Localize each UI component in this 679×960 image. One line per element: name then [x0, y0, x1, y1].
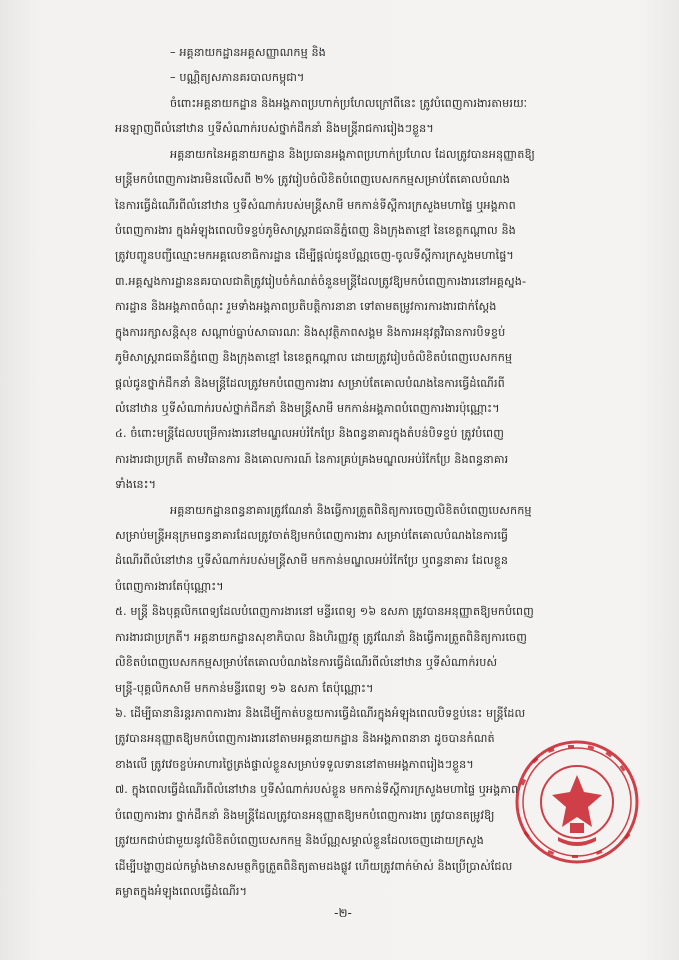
text-line: បំពេញការងារ ក្នុងអំឡុងពេលបិទខ្ទប់ភូមិសាស្ត្ររាជធានីភ្នំពេញ និងក្រុងតាខ្មៅ នៃខេត្តកណ្ដាល និង	[115, 224, 516, 237]
text-line: ត្រូវបញ្ជូនបញ្ជីឈ្មោះមកអគ្គលេខាធិការដ្ឋាន ដើម្បីផ្ដល់ជូនប័ណ្ណចេញ-ចូលទីស្ដីការក្រសួងមហាផ្ទៃ។	[115, 249, 514, 262]
text-line: ចំពោះអគ្គនាយកដ្ឋាន និងអង្គភាពប្រហាក់ប្រហែលក្រៅពីនេះ ត្រូវបំពេញការងារតាមរយៈ	[170, 97, 528, 110]
text-line: ការដ្ឋាន និងអង្គភាពចំណុះ រួមទាំងអង្គភាពប្រតិបត្តិការនានា ទៅតាមតម្រូវការការងារជាក់ស្ដែង	[115, 300, 497, 313]
text-line: លិខិតបំពេញបេសកកម្មសម្រាប់តែគោលបំណងនៃការធ្វើដំណើរពីលំនៅឋាន ឬទីសំណាក់របស់	[115, 656, 498, 669]
text-line: ការងារជាប្រក្រតី។ អគ្គនាយកដ្ឋានសុខាភិបាល និងហិរញ្ញវត្ថុ ត្រូវណែនាំ និងធ្វើការត្រួតពិនិត្យការចេញ	[115, 631, 527, 644]
text-line: មន្ត្រី-បុគ្គលិកសាមី មកកាន់មន្ទីរពេទ្យ ១៦ ឧសភា តែប៉ុណ្ណោះ។	[115, 682, 374, 695]
text-line: បំពេញការងារ ថ្នាក់ដឹកនាំ និងមន្ត្រីដែលត្រូវបានអនុញ្ញាតឱ្យមកបំពេញការងារ ត្រូវបានតម្រូវឱ្យ	[115, 809, 495, 822]
text-line: ៦. ដើម្បីធានានិរន្តរភាពការងារ និងដើម្បីកាត់បន្ថយការធ្វើដំណើរក្នុងអំឡុងពេលបិទខ្ទប់នេះ មន្ត្រីដែល	[115, 707, 526, 720]
text-line: ដំណើរពីលំនៅឋាន ឬទីសំណាក់របស់មន្ត្រីសាមី មកកាន់មណ្ឌលអប់រំកែប្រែ ឬពន្ធនាគារ ដែលខ្លួន	[115, 554, 509, 567]
text-line: ភូមិសាស្ត្ររាជធានីភ្នំពេញ និងក្រុងតាខ្មៅ នៃខេត្តកណ្ដាល ដោយត្រូវរៀបចំលិខិតបំពេញបេសកកម្ម	[115, 351, 513, 364]
text-line: ៥. មន្ត្រី និងបុគ្គលិកពេទ្យដែលបំពេញការងារនៅ មន្ទីរពេទ្យ ១៦ ឧសភា ត្រូវបានអនុញ្ញាតឱ្យមកបំពេញ	[115, 605, 534, 618]
text-line: ត្រូវយកជាប់ជាមួយនូវលិខិតបំពេញបេសកកម្ម និងប័ណ្ណសម្គាល់ខ្លួនដែលចេញដោយក្រសួង	[115, 834, 484, 847]
text-line: ខាងលើ ត្រូវវេចខ្ចប់អាហារថ្ងៃត្រង់ផ្ទាល់ខ្លួនសម្រាប់ទទួលទាននៅតាមអង្គភាពរៀងៗខ្លួន។	[115, 758, 474, 771]
text-line: ផ្ដល់ជូនថ្នាក់ដឹកនាំ និងមន្ត្រីដែលត្រូវមកបំពេញការងារ សម្រាប់តែគោលបំណងនៃការធ្វើដំណើរពី	[115, 377, 505, 390]
text-line: ដើម្បីបង្ហាញដល់កម្លាំងមានសមត្ថកិច្ចត្រួតពិនិត្យតាមដងផ្លូវ ហើយត្រូវពាក់ម៉ាស់ និងប្រើប្រាស់ជែល	[115, 860, 513, 873]
text-line: ៣.អគ្គស្នងការដ្ឋាននគរបាលជាតិត្រូវរៀបចំកំណត់ចំនួនមន្ត្រីដែលត្រូវឱ្យមកបំពេញការងារនៅអគ្គស្នង-	[115, 275, 527, 288]
text-line: ការងារជាប្រក្រតី តាមវិធានការ និងគោលការណ៍ នៃការគ្រប់គ្រងមណ្ឌលអប់រំកែប្រែ និងពន្ធនាគារ	[115, 453, 509, 466]
text-line: លំនៅឋាន ឬទីសំណាក់របស់ថ្នាក់ដឹកនាំ និងមន្ត្រីសាមី មកកាន់អង្គភាពបំពេញការងារប៉ុណ្ណោះ។	[115, 402, 500, 415]
text-line: អនឡាញពីលំនៅឋាន ឬទីសំណាក់របស់ថ្នាក់ដឹកនាំ និងមន្ត្រីរាជការរៀងៗខ្លួន។	[115, 122, 434, 135]
text-line: – អគ្គនាយកដ្ឋានអគ្គសញ្ញាណកម្ម និង	[170, 46, 326, 59]
text-line: ក្នុងការរក្សាសន្ដិសុខ សណ្ដាប់ធ្នាប់សាធារណៈ និងសុវត្ថិភាពសង្គម និងការអនុវត្តវិធានការបិទខ្ទប់	[115, 326, 506, 339]
official-seal-stamp	[512, 737, 642, 867]
text-line: ត្រូវបានអនុញ្ញាតឱ្យមកបំពេញការងារនៅតាមអគ្គនាយកដ្ឋាន និងអង្គភាពនានា ដូចបានកំណត់	[115, 732, 495, 745]
text-line: គម្លាតក្នុងអំឡុងពេលធ្វើដំណើរ។	[115, 885, 248, 898]
text-line: អគ្គនាយកដ្ឋានពន្ធនាគារត្រូវណែនាំ និងធ្វើការត្រួតពិនិត្យការចេញលិខិតបំពេញបេសកកម្ម	[170, 504, 532, 517]
text-line: ទាំងនេះ។	[115, 478, 157, 491]
text-line: បំពេញការងារតែប៉ុណ្ណោះ។	[115, 580, 224, 593]
text-line: – បណ្ណិត្យសភានគរបាលកម្ពុជា។	[170, 71, 305, 84]
text-line: អគ្គនាយកនៃអគ្គនាយកដ្ឋាន និងប្រធានអង្គភាពប្រហាក់ប្រហែល ដែលត្រូវបានអនុញ្ញាតឱ្យ	[170, 148, 535, 161]
text-line: ៧. ក្នុងពេលធ្វើដំណើរពីលំនៅឋាន ឬទីសំណាក់របស់ខ្លួន មកកាន់ទីស្ដីការក្រសួងមហាផ្ទៃ ឬអង្គភាព	[115, 783, 519, 796]
text-line: នៃការធ្វើដំណើរពីលំនៅឋាន ឬទីសំណាក់របស់មន្ត្រីសាមី មកកាន់ទីស្ដីការក្រសួងមហាផ្ទៃ ឬអង្គភាព	[115, 199, 516, 212]
text-line: សម្រាប់មន្ត្រីអនុក្រមពន្ធនាគារដែលត្រូវចាត់ឱ្យមកបំពេញការងារ សម្រាប់តែគោលបំណងនៃការធ្វើ	[115, 529, 509, 542]
text-line: មន្ត្រីមកបំពេញការងារមិនលើសពី ២% ត្រូវរៀបចំលិខិតបំពេញបេសកកម្មសម្រាប់តែគោលបំណង	[115, 173, 511, 186]
text-line: ៤. ចំពោះមន្ត្រីដែលបម្រើការងារនៅមណ្ឌលអប់រំកែប្រែ និងពន្ធនាគារក្នុងតំបន់បិទខ្ទប់ ត្រូវបំពេញ	[115, 427, 504, 440]
page-number: -២-	[334, 906, 352, 920]
